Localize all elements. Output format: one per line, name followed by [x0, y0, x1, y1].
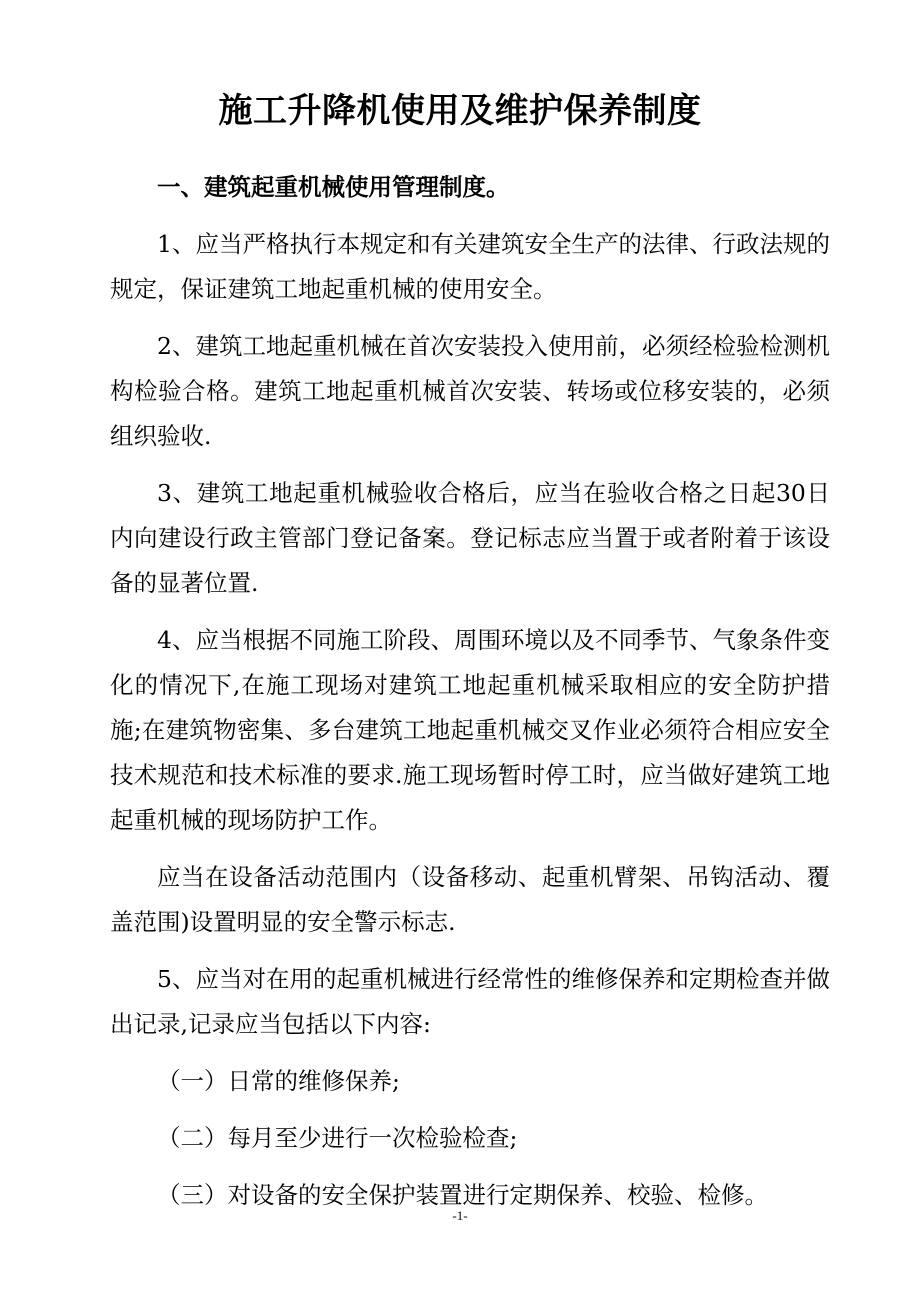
section-heading: 一、建筑起重机械使用管理制度。 — [157, 173, 510, 201]
paragraph-1: 1、应当严格执行本规定和有关建筑安全生产的法律、行政法规的规定，保证建筑工地起重机械的使用安全。 — [110, 230, 830, 303]
list-item-2: （二）每月至少进行一次检验检查; — [157, 1124, 518, 1152]
page-number: -1- — [452, 1208, 468, 1223]
paragraph-warning-signs: 应当在设备活动范围内（设备移动、起重机臂架、吊钩活动、覆盖范围)设置明显的安全警示标志. — [110, 863, 830, 936]
list-item-1: （一）日常的维修保养; — [157, 1067, 400, 1095]
paragraph-4: 4、应当根据不同施工阶段、周围环境以及不同季节、气象条件变化的情况下,在施工现场对建筑工地起重机械采取相应的安全防护措施;在建筑物密集、多台建筑工地起重机械交叉作业必须符合相应安全技术规范和技术标准的要求.施工现场暂时停工时，应当做好建筑工地起重机械的现场防护工作。 — [110, 626, 830, 834]
paragraph-2: 2、建筑工地起重机械在首次安装投入使用前，必须经检验检测机构检验合格。建筑工地起重机械首次安装、转场或位移安装的，必须组织验收. — [110, 332, 830, 450]
paragraph-3: 3、建筑工地起重机械验收合格后，应当在验收合格之日起30日内向建设行政主管部门登记备案。登记标志应当置于或者附着于该设备的显著位置. — [110, 479, 830, 597]
list-item-3: （三）对设备的安全保护装置进行定期保养、校验、检修。 — [157, 1181, 768, 1209]
document-title: 施工升降机使用及维护保养制度 — [218, 91, 702, 131]
paragraph-5: 5、应当对在用的起重机械进行经常性的维修保养和定期检查并做出记录,记录应当包括以下内容: — [110, 965, 830, 1038]
document-body — [110, 165, 830, 1230]
